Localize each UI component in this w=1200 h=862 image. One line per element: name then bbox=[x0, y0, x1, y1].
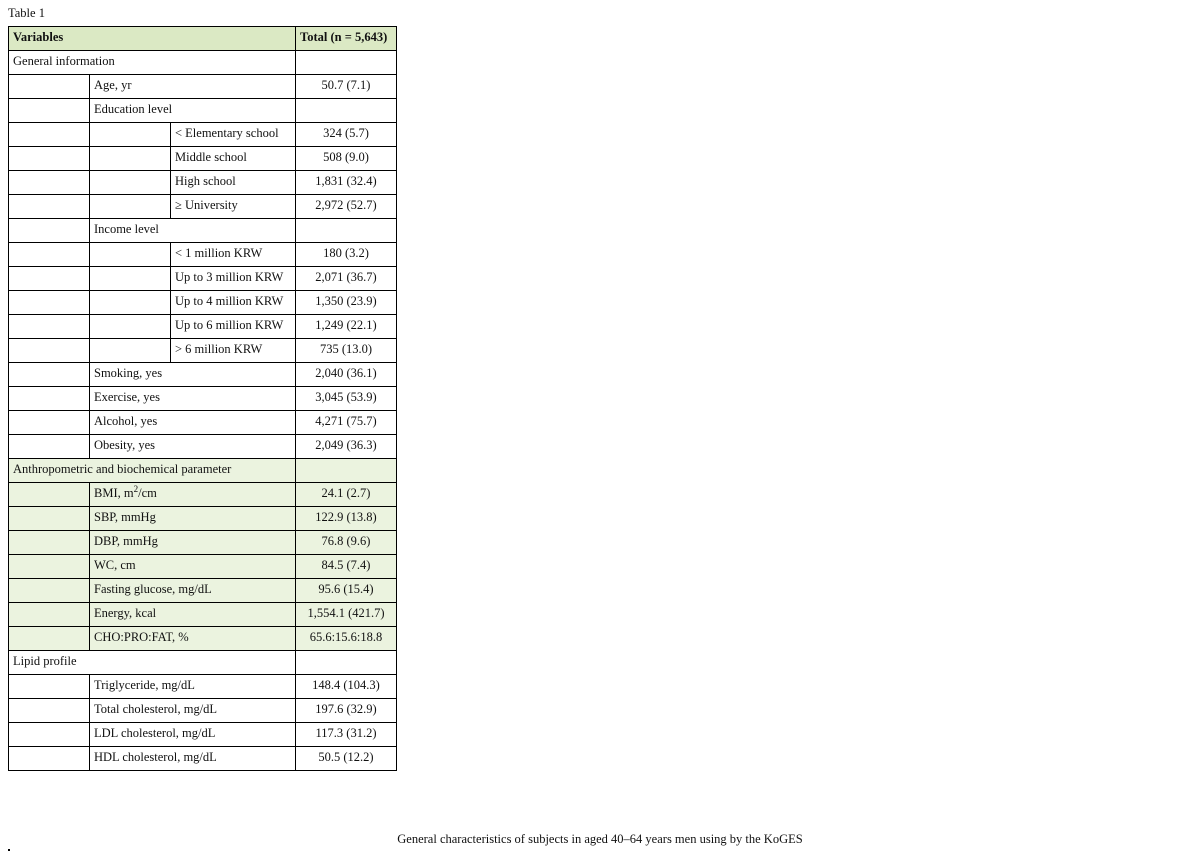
row-value: 1,554.1 (421.7) bbox=[296, 603, 397, 627]
table-row bbox=[9, 147, 397, 171]
row-label-text: Obesity, yes bbox=[94, 438, 155, 452]
row-label bbox=[90, 219, 296, 243]
row-value: 84.5 (7.4) bbox=[296, 555, 397, 579]
table-row bbox=[9, 747, 397, 771]
row-label-text: Income level bbox=[94, 222, 159, 236]
row-label-text: SBP, mmHg bbox=[94, 510, 156, 524]
indent-cell bbox=[9, 99, 90, 123]
indent-cell bbox=[9, 675, 90, 699]
row-label-text: Up to 3 million KRW bbox=[175, 270, 284, 284]
row-value: 148.4 (104.3) bbox=[296, 675, 397, 699]
row-value: 76.8 (9.6) bbox=[296, 531, 397, 555]
row-label bbox=[90, 99, 296, 123]
row-value: 508 (9.0) bbox=[296, 147, 397, 171]
row-label bbox=[90, 699, 296, 723]
indent-cell bbox=[90, 339, 171, 363]
row-label-text: Anthropometric and biochemical parameter bbox=[13, 462, 232, 476]
indent-cell bbox=[9, 531, 90, 555]
table-row bbox=[9, 651, 397, 675]
row-value: 197.6 (32.9) bbox=[296, 699, 397, 723]
row-label-text: High school bbox=[175, 174, 236, 188]
row-label bbox=[90, 411, 296, 435]
table-row bbox=[9, 267, 397, 291]
row-label-text: CHO:PRO:FAT, % bbox=[94, 630, 189, 644]
indent-cell bbox=[9, 123, 90, 147]
row-value bbox=[296, 651, 397, 675]
row-label bbox=[90, 531, 296, 555]
row-label bbox=[90, 579, 296, 603]
indent-cell bbox=[90, 267, 171, 291]
row-value: 2,049 (36.3) bbox=[296, 435, 397, 459]
indent-cell bbox=[9, 291, 90, 315]
row-label bbox=[171, 267, 296, 291]
row-label bbox=[90, 363, 296, 387]
row-value bbox=[296, 219, 397, 243]
row-value: 122.9 (13.8) bbox=[296, 507, 397, 531]
table-row bbox=[9, 219, 397, 243]
row-label-text: Alcohol, yes bbox=[94, 414, 158, 428]
row-label bbox=[9, 459, 296, 483]
indent-cell bbox=[9, 747, 90, 771]
row-label bbox=[171, 171, 296, 195]
table-caption: General characteristics of subjects in aged 40–64 years men using by the KoGES bbox=[397, 832, 803, 846]
row-label bbox=[90, 387, 296, 411]
indent-cell bbox=[9, 627, 90, 651]
row-label-text: Energy, kcal bbox=[94, 606, 157, 620]
table-label: Table 1 bbox=[8, 6, 45, 20]
row-label-text: < 1 million KRW bbox=[175, 246, 263, 260]
row-label bbox=[9, 651, 296, 675]
indent-cell bbox=[9, 387, 90, 411]
row-label bbox=[90, 507, 296, 531]
row-label-text: Lipid profile bbox=[13, 654, 77, 668]
row-label bbox=[90, 603, 296, 627]
table-row bbox=[9, 459, 397, 483]
table-row bbox=[9, 483, 397, 507]
row-value: 324 (5.7) bbox=[296, 123, 397, 147]
row-label bbox=[171, 339, 296, 363]
indent-cell bbox=[9, 603, 90, 627]
indent-cell bbox=[9, 699, 90, 723]
row-label-text: HDL cholesterol, mg/dL bbox=[94, 750, 217, 764]
row-value: 4,271 (75.7) bbox=[296, 411, 397, 435]
table-row bbox=[9, 507, 397, 531]
row-label-text: Smoking, yes bbox=[94, 366, 163, 380]
indent-cell bbox=[9, 219, 90, 243]
table-row bbox=[9, 291, 397, 315]
indent-cell bbox=[90, 123, 171, 147]
table-body bbox=[9, 51, 397, 771]
row-value bbox=[296, 459, 397, 483]
row-label bbox=[171, 195, 296, 219]
row-label-text: WC, cm bbox=[94, 558, 136, 572]
row-value: 735 (13.0) bbox=[296, 339, 397, 363]
table-row bbox=[9, 555, 397, 579]
row-label-text: LDL cholesterol, mg/dL bbox=[94, 726, 216, 740]
indent-cell bbox=[9, 483, 90, 507]
indent-cell bbox=[9, 435, 90, 459]
characteristics-table bbox=[8, 26, 397, 771]
row-label bbox=[90, 435, 296, 459]
row-value: 1,249 (22.1) bbox=[296, 315, 397, 339]
row-label bbox=[171, 291, 296, 315]
row-label bbox=[171, 315, 296, 339]
indent-cell bbox=[90, 243, 171, 267]
row-value: 1,350 (23.9) bbox=[296, 291, 397, 315]
row-label-text: Education level bbox=[94, 102, 173, 116]
row-label bbox=[171, 243, 296, 267]
row-value: 180 (3.2) bbox=[296, 243, 397, 267]
indent-cell bbox=[9, 723, 90, 747]
row-label bbox=[90, 75, 296, 99]
row-label bbox=[9, 51, 296, 75]
table-row bbox=[9, 315, 397, 339]
table-row bbox=[9, 723, 397, 747]
indent-cell bbox=[9, 267, 90, 291]
row-label-suffix: /cm bbox=[138, 486, 157, 500]
row-label-text: Fasting glucose, mg/dL bbox=[94, 582, 212, 596]
indent-cell bbox=[9, 555, 90, 579]
row-value bbox=[296, 51, 397, 75]
indent-cell bbox=[9, 243, 90, 267]
stray-mark bbox=[8, 849, 10, 851]
indent-cell bbox=[9, 579, 90, 603]
indent-cell bbox=[90, 195, 171, 219]
row-label-text: BMI, m bbox=[94, 486, 134, 500]
row-value: 95.6 (15.4) bbox=[296, 579, 397, 603]
row-value: 117.3 (31.2) bbox=[296, 723, 397, 747]
row-label bbox=[171, 123, 296, 147]
indent-cell bbox=[90, 147, 171, 171]
table-row bbox=[9, 99, 397, 123]
row-value: 3,045 (53.9) bbox=[296, 387, 397, 411]
row-label-text: > 6 million KRW bbox=[175, 342, 263, 356]
table-row bbox=[9, 675, 397, 699]
row-label bbox=[90, 723, 296, 747]
table-row bbox=[9, 531, 397, 555]
row-label-text: Triglyceride, mg/dL bbox=[94, 678, 195, 692]
table-row bbox=[9, 51, 397, 75]
table-row bbox=[9, 123, 397, 147]
row-label bbox=[90, 675, 296, 699]
row-label-text: Up to 6 million KRW bbox=[175, 318, 284, 332]
header-variables: Variables bbox=[9, 27, 296, 51]
table-row bbox=[9, 603, 397, 627]
indent-cell bbox=[9, 507, 90, 531]
row-label-text: Up to 4 million KRW bbox=[175, 294, 284, 308]
row-value: 2,972 (52.7) bbox=[296, 195, 397, 219]
indent-cell bbox=[9, 339, 90, 363]
table-row bbox=[9, 363, 397, 387]
indent-cell bbox=[9, 363, 90, 387]
row-label-text: Exercise, yes bbox=[94, 390, 160, 404]
indent-cell bbox=[90, 291, 171, 315]
row-label bbox=[90, 627, 296, 651]
row-label-text: General information bbox=[13, 54, 115, 68]
row-label-superscript: 2 bbox=[133, 483, 139, 494]
indent-cell bbox=[90, 315, 171, 339]
row-value: 24.1 (2.7) bbox=[296, 483, 397, 507]
table-row bbox=[9, 435, 397, 459]
row-value: 1,831 (32.4) bbox=[296, 171, 397, 195]
row-label-text: Age, yr bbox=[94, 78, 132, 92]
table-row bbox=[9, 339, 397, 363]
table-row bbox=[9, 627, 397, 651]
indent-cell bbox=[9, 75, 90, 99]
row-value: 50.5 (12.2) bbox=[296, 747, 397, 771]
indent-cell bbox=[9, 171, 90, 195]
row-value: 65.6:15.6:18.8 bbox=[296, 627, 397, 651]
row-label-text: Total cholesterol, mg/dL bbox=[94, 702, 218, 716]
row-value: 50.7 (7.1) bbox=[296, 75, 397, 99]
table-row bbox=[9, 411, 397, 435]
indent-cell bbox=[9, 411, 90, 435]
table-row bbox=[9, 195, 397, 219]
table-row bbox=[9, 387, 397, 411]
indent-cell bbox=[9, 147, 90, 171]
row-label bbox=[171, 147, 296, 171]
row-value: 2,071 (36.7) bbox=[296, 267, 397, 291]
indent-cell bbox=[90, 171, 171, 195]
row-label-text: Middle school bbox=[175, 150, 247, 164]
row-value bbox=[296, 99, 397, 123]
table-row bbox=[9, 171, 397, 195]
row-label-text: < Elementary school bbox=[175, 126, 279, 140]
table-row bbox=[9, 699, 397, 723]
row-label bbox=[90, 555, 296, 579]
row-label-text: DBP, mmHg bbox=[94, 534, 158, 548]
header-total: Total (n = 5,643) bbox=[296, 27, 397, 51]
table-row bbox=[9, 579, 397, 603]
row-label bbox=[90, 747, 296, 771]
row-label bbox=[90, 483, 296, 507]
indent-cell bbox=[9, 195, 90, 219]
table-header-row bbox=[9, 27, 397, 51]
indent-cell bbox=[9, 315, 90, 339]
table-row bbox=[9, 243, 397, 267]
row-value: 2,040 (36.1) bbox=[296, 363, 397, 387]
table-row bbox=[9, 75, 397, 99]
row-label-text: ≥ University bbox=[175, 198, 238, 212]
